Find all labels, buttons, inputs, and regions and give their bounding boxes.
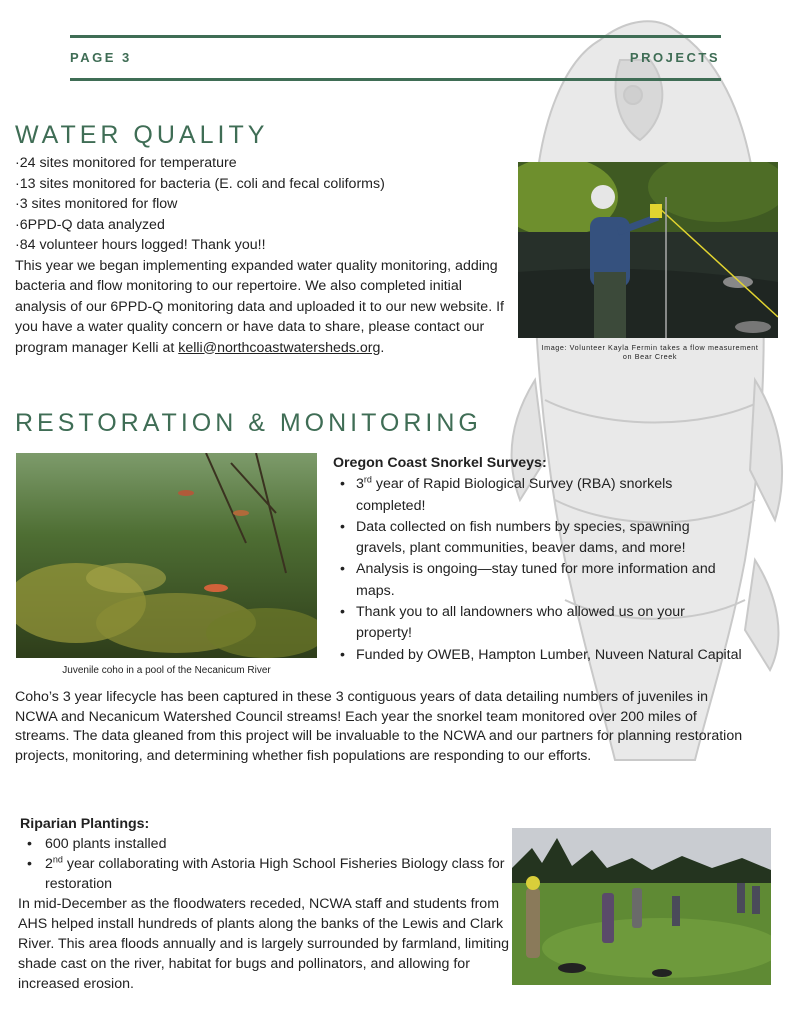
list-item: • 3rd year of Rapid Biological Survey (RBA) snorkels completed!: [333, 474, 743, 517]
volunteer-flow-photo: [518, 162, 778, 338]
section-label: PROJECTS: [629, 50, 720, 65]
underwater-coho-photo: [16, 453, 317, 658]
restoration-title: RESTORATION & MONITORING: [15, 409, 482, 437]
wq-stat: ·24 sites monitored for temperature: [15, 155, 237, 171]
riparian-planting-photo: [512, 828, 771, 985]
riparian-bullet-list: [20, 834, 510, 894]
email-link[interactable]: kelli@northcoastwatersheds.org: [178, 339, 381, 356]
riparian-heading: Riparian Plantings:: [20, 816, 150, 832]
wq-paragraph: [15, 256, 515, 359]
wq-stat: ·84 volunteer hours logged! Thank you!!: [15, 237, 266, 253]
wq-stat: ·3 sites monitored for flow: [15, 196, 178, 212]
coho-photo-caption: Juvenile coho in a pool of the Necanicum River: [62, 665, 271, 676]
list-item: • 2nd year collaborating with Astoria High School Fisheries Biology class for restoration: [20, 854, 510, 894]
snorkel-surveys-block: [333, 453, 743, 666]
snorkel-surveys-heading: Oregon Coast Snorkel Surveys:: [333, 455, 547, 471]
coho-lifecycle-paragraph: Coho’s 3 year lifecycle has been captured in these 3 contiguous years of data detailing numbers of juveniles in NCWA and Necanicum Watershed Council streams! Each year the snorkel team monitored over 200 miles of streams. The data gleaned from this project will be invaluable to the NCWA and our partners for planning restoration projects, monitoring, and determining whether fish populations are responding to our efforts.: [15, 689, 743, 764]
wq-stat: ·13 sites monitored for bacteria (E. coli and fecal coliforms): [15, 175, 385, 192]
salmon-sketch-icon: [505, 0, 790, 790]
wq-paragraph-text: This year we began implementing expanded water quality monitoring, adding bacteria and flow monitoring to our repertoire. We also completed initial analysis of our 6PPD-Q monitoring data and uploaded it to our new website. If you have a water quality concern or have data to share, please contact our program manager Kelli at: [15, 257, 504, 356]
volunteer-photo-caption: Image: Volunteer Kayla Fermin takes a flow measurement on Bear Creek: [541, 343, 759, 361]
header-bottom-rule: [70, 78, 721, 81]
water-quality-title: WATER QUALITY: [15, 121, 269, 149]
riparian-plantings-block: [20, 814, 510, 994]
header-top-rule: [70, 35, 721, 38]
water-quality-body: [15, 153, 515, 358]
riparian-paragraph: In mid-December as the floodwaters receded, NCWA staff and students from AHS helped install hundreds of plants along the banks of the Lewis and Clark River. This area floods annually and is largely surrounded by farmland, limiting shade cast on the river, habitat for bugs and pollinators, and allowing for increased erosion.: [18, 896, 510, 992]
wq-stat: ·6PPD-Q data analyzed: [15, 216, 165, 233]
list-item: • Funded by OWEB, Hampton Lumber, Nuveen Natural Capital: [333, 645, 743, 666]
snorkel-bullet-list: [333, 474, 743, 666]
list-item: • Data collected on fish numbers by species, spawning gravels, plant communities, beaver dams, and more!: [333, 517, 743, 560]
page-number-label: PAGE 3: [70, 50, 132, 65]
list-item: • Thank you to all landowners who allowed us on your property!: [333, 602, 743, 645]
list-item: • Analysis is ongoing—stay tuned for more information and maps.: [333, 559, 743, 602]
list-item: • 600 plants installed: [20, 834, 510, 854]
wq-paragraph-end: .: [380, 339, 385, 356]
